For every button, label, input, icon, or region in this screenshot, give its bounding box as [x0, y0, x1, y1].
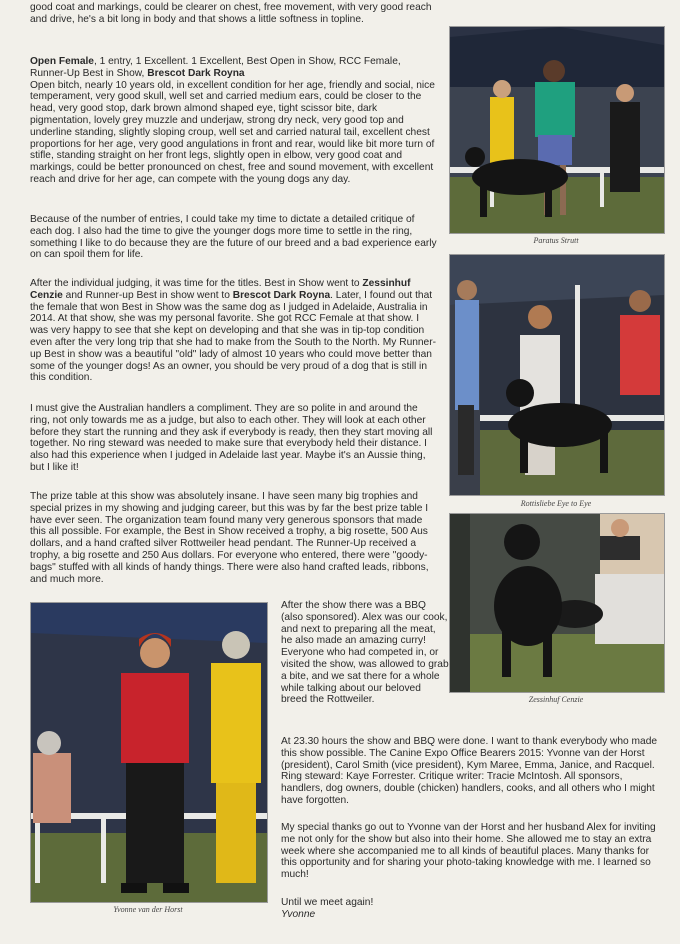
signature: Yvonne — [281, 908, 316, 920]
photo-2-image — [450, 255, 664, 495]
class-heading: Open Female — [30, 56, 94, 67]
photo-caption: Rottisliebe Eye to Eye — [520, 499, 592, 508]
photo-caption: Yvonne van der Horst — [113, 905, 183, 914]
photo-rottisliebe-eye-to-eye — [449, 254, 665, 496]
article-paragraph-7: At 23.30 hours the show and BBQ were done. I want to thank everybody who made this show possible. The Canine Expo Office Bearers 2015: Yvonne van der Horst (president), Carol Smith (vice president), Kym Maree, Emma, Janice, and Racquel. Ring steward: Kaye Forrester. Critique writer: Tracie McIntosh. All sponsors, handlers, dog owners, double (chicken) handlers, cooks, and all others who I might have forgotten. — [281, 736, 658, 806]
photo-3-image — [450, 514, 664, 692]
text-run: . Later, I found out that the female that won Best in Show was the same dog as I judged in Adelaide, Australia in 2014. At that show, she was my personal favorite. She got RCC Female at that show. I was very happy to see that she kept on developing and that she was in tip-top condition even after the very long trip that she had to make from the South to the North. My Runner-up Best in show was a beautiful "old" lady of almost 10 years who could move better than some of the younger dogs! As an owner, you should be very proud of a dog that is still in this condition. — [30, 289, 437, 384]
dog-name: Brescot Dark Royna — [232, 289, 331, 301]
photo-yvonne-van-der-horst — [30, 602, 268, 903]
photo-4-image — [31, 603, 267, 902]
article-paragraph-5: The prize table at this show was absolutely insane. I have seen many big trophies and special prizes in my showing and judging career, but this was by far the best prize table I have ever seen. The organization team found many very generous sponsors that made this all possible. For example, the Best in Show received a trophy, a big rosette, 500 Aus dollars, and a hand crafted silver Rottweiler head pendant. The Runner-Up received a trophy, a big rosette and 250 Aus dollars. For everyone who entered, there were "goody-bags" stuffed with all kinds of handy things. There were also hand crafted leads, ribbons, and much more. — [30, 491, 429, 585]
critique-text: Open bitch, nearly 10 years old, in excellent condition for her age, friendly and social, nice temperament, very good skull, well set and carried medium ears, could be closer to the head, very good stop, dark brown almond shaped eye, tight scissor bite, dark pigmentation, lovely grey muzzle and underjaw, strong dry neck, very good top and underline standing, slightly sloping croup, well set and carried natural tail, excellent chest proportions for her age, very good angulations in front and rear, would like bit more turn of stifle, standing straight on her front legs, slightly open in elbow, very good coat and markings, could be better pronounced on chest, free and sound movement, with excellent reach and drive for her age, can compete with the young dogs any day. — [30, 79, 435, 185]
photo-paratus-strutt — [449, 26, 665, 234]
article-closing — [281, 897, 581, 921]
photo-caption: Paratus Strutt — [533, 236, 579, 245]
photo-1-image — [450, 27, 664, 233]
article-paragraph-4: I must give the Australian handlers a compliment. They are so polite in and around the ring, not only towards me as a judge, but also to each other. They will look at each other before they start the running and they ask if everybody is ready, then they start moving all together. No ring steward was needed to make sure that everybody held their distance. I also had this experience when I judged in Adelaide last year. Maybe it's an Aussie thing, but I like it! — [30, 403, 433, 473]
text-run: and Runner-up Best in show went to — [62, 289, 233, 301]
dog-name: Zessinhuf Cenzie — [30, 278, 411, 301]
text-run: After the individual judging, it was time for the titles. Best in Show went to — [30, 278, 363, 289]
closing-line: Until we meet again! — [281, 897, 374, 908]
article-paragraph-2: Because of the number of entries, I could take my time to dictate a detailed critique of each dog. I also had the time to give the younger dogs more time to settle in the ring, something I like to do because they are the future of our breed and a bad experience early on can spoil them for life. — [30, 214, 437, 261]
article-paragraph-0: good coat and markings, could be clearer on chest, free movement, with very good reach and drive, he's a bit long in body and that shows a little softness in topline. — [30, 2, 432, 25]
dog-name: Brescot Dark Royna — [147, 67, 245, 79]
article-paragraph-8: My special thanks go out to Yvonne van der Horst and her husband Alex for inviting me not only for the show but also into their home. She allowed me to stay an extra week where she accompanied me to all kinds of beautiful places. Many thanks for this opportunity and for sharing your photo-taking knowledge with me. I learned so much! — [281, 822, 656, 881]
article-paragraph-open-female — [30, 56, 438, 186]
class-summary: , 1 entry, 1 Excellent. 1 Excellent, Best Open in Show, RCC Female, Runner-Up Best in Show, — [30, 56, 401, 79]
photo-caption: Zessinhuf Cenzie — [528, 695, 584, 704]
article-paragraph-6: After the show there was a BBQ (also sponsored). Alex was our cook, and next to preparing all the meat, he also made an amazing curry! Everyone who had competed in, or visited the show, was allowed to grab a bite, and we sat there for a whole while talking about our beloved breed the Rottweiler. — [281, 600, 449, 706]
photo-zessinhuf-cenzie — [449, 513, 665, 693]
article-paragraph-3 — [30, 278, 438, 384]
